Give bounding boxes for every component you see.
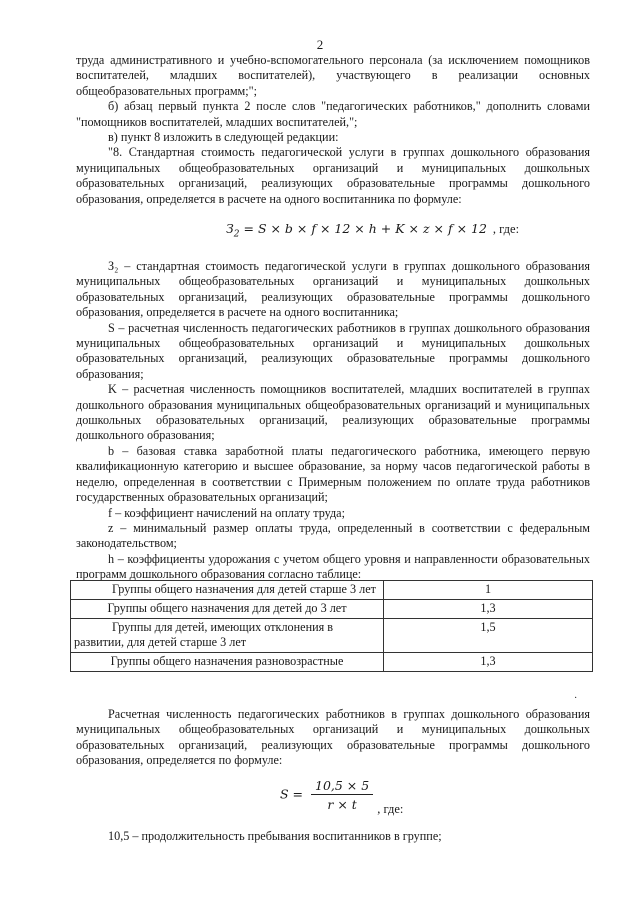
formula-expression	[226, 221, 519, 240]
definition-b: b – базовая ставка заработной платы педагогического работника, имеющего первую квалификационную категорию и высшее образование, за норму часов педагогической работы в неделю, определенная в соответствии с Примерным положением по оплате труда работников государственных образовательных организаций;	[76, 443, 590, 505]
formula-suffix: , где:	[377, 801, 404, 816]
table-cell-group: Группы для детей, имеющих отклонения в развитии, для детей старше 3 лет	[71, 619, 384, 653]
table-cell-group: Группы общего назначения для детей старше 3 лет	[71, 581, 384, 600]
table-row	[71, 619, 593, 653]
formula-lhs: З	[226, 221, 234, 236]
formula-lhs: S =	[280, 786, 304, 802]
paragraph: 10,5 – продолжительность пребывания воспитанников в группе;	[108, 829, 442, 843]
table-cell-coef: 1,5	[384, 619, 593, 653]
table-row	[71, 581, 593, 600]
paragraph: б) абзац первый пункта 2 после слов "педагогических работников," дополнить словами "помощников воспитателей, младших воспитателей,";	[76, 99, 590, 129]
fraction-denominator: r × t	[327, 797, 357, 812]
paragraph: в) пункт 8 изложить в следующей редакции:	[108, 130, 339, 145]
table-row	[71, 653, 593, 672]
fraction	[311, 778, 373, 812]
after-table-block	[76, 707, 590, 769]
fraction-numerator: 10,5 × 5	[311, 778, 373, 795]
definition-z2: З₂ – стандартная стоимость педагогической услуги в группах дошкольного образования муниципальных общеобразовательных организаций и муниципальных дошкольных образовательных организаций, реализующих образовательные программы дошкольного образования, определяется в расчете на одного воспитанника;	[76, 259, 590, 320]
definitions-block	[76, 259, 590, 583]
table-cell-coef: 1,3	[384, 600, 593, 619]
paragraph: Расчетная численность педагогических работников в группах дошкольного образования муниципальных общеобразовательных организаций и муниципальных дошкольных образовательных организаций, реализующих образовательные программы дошкольного образования, определяется по формуле:	[76, 707, 590, 768]
formula-rhs: = S × b × f × 12 × h + K × z × f × 12	[239, 221, 487, 236]
paragraph: "8. Стандартная стоимость педагогической услуги в группах дошкольного образования муниципальных общеобразовательных организаций и муниципальных дошкольных образовательных организаций, реализующих образовательные программы дошкольного образования, определяется в расчете на одного воспитанника по формуле:	[76, 145, 590, 206]
last-line	[76, 829, 590, 844]
definition-s: S – расчетная численность педагогических работников в группах дошкольного образования муниципальных общеобразовательных организаций и муниципальных дошкольных образовательных организаций, реализующих образовательные программы дошкольного образования;	[76, 320, 590, 381]
definition-k: K – расчетная численность помощников воспитателей, младших воспитателей в группах дошкольного образования муниципальных общеобразовательных организаций и муниципальных дошкольных образовательных организаций, реализующих образовательные программы дошкольного образования;	[76, 382, 590, 443]
formula-lhs-subscript: 2	[233, 229, 240, 240]
formula-suffix: , где:	[492, 222, 520, 236]
table-row	[71, 600, 593, 619]
intro-text-block	[76, 53, 590, 207]
table-cell-coef: 1,3	[384, 653, 593, 672]
definition-f: f – коэффициент начислений на оплату труда;	[108, 505, 345, 520]
formula-s	[280, 778, 403, 817]
scan-dot: ·	[574, 693, 578, 704]
table-cell-coef: 1	[384, 581, 593, 600]
table-cell-group: Группы общего назначения для детей до 3 лет	[71, 600, 384, 619]
page-number: 2	[316, 37, 324, 52]
definition-z: z – минимальный размер оплаты труда, определенный в соответствии с федеральным законодательством;	[76, 520, 590, 551]
definition-h: h – коэффициенты удорожания с учетом общего уровня и направленности образовательных программ дошкольного образования согласно таблице:	[76, 551, 590, 582]
paragraph: труда административного и учебно-вспомогательного персонала (за исключением помощников воспитателей, младших воспитателей), участвующего в реализации основных общеобразовательных программ;";	[76, 53, 590, 98]
table-cell-group: Группы общего назначения разновозрастные	[71, 653, 384, 672]
coefficient-table	[70, 580, 593, 672]
